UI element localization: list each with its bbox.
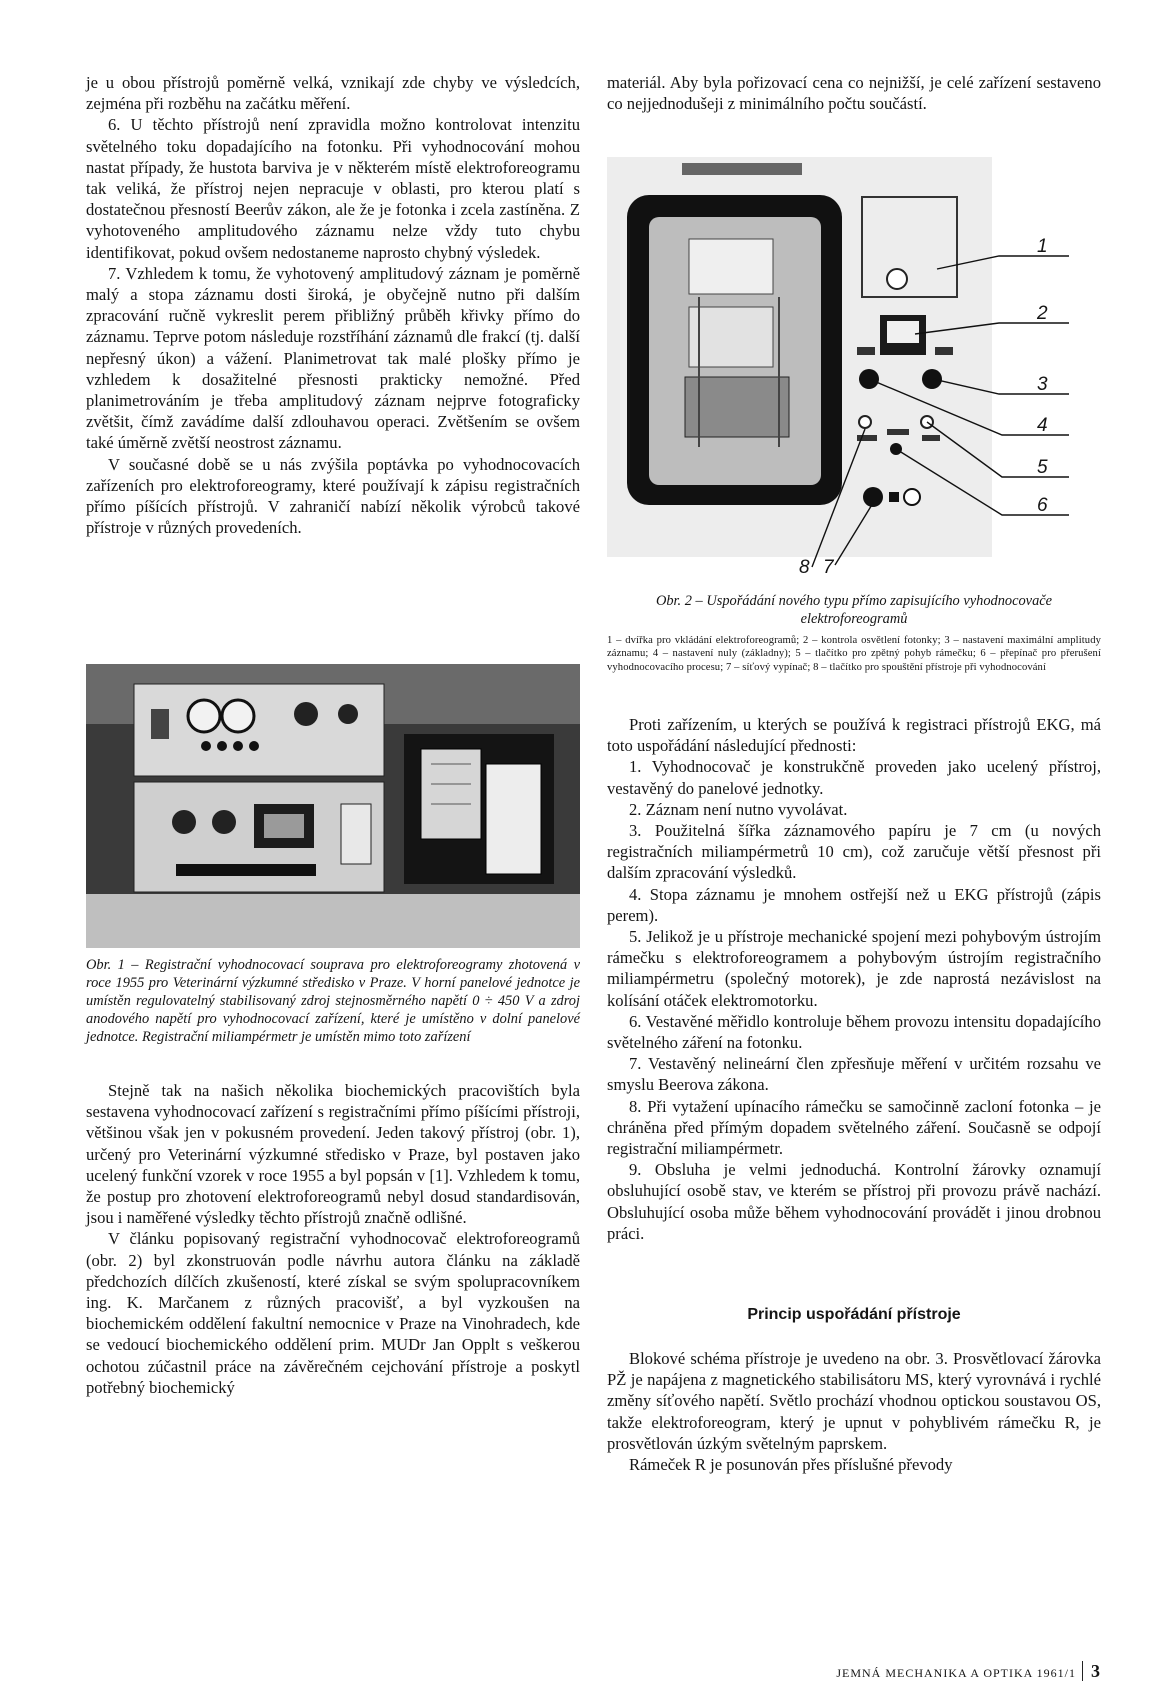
left-column-bottom (86, 1080, 580, 1398)
paragraph: 7. Vzhledem k tomu, že vyhotovený amplitudový záznam je poměrně malý a stopa záznamu dosti široká, je obyčejně nutno při dalším zpracování ručně vykreslit perem přibližný průběh křivky přímo do záznamu. Teprve potom následuje rozstříhání záznamů dle frakcí (tj. další nepřesný úkon) a vážení. Planimetrovat tak malé plošky přímo je vzhledem k dosažitelné přesnosti prakticky nemožné. Před planimetrováním je třeba amplitudový záznam nejprve fotograficky zvětšit, čímž zavádíme další zdlouhavou operaci. Zvětšením se ovšem také úměrně zvětší neostrost záznamu. (86, 263, 580, 453)
list-item: 6. Vestavěné měřidlo kontroluje během provozu intensitu dopadajícího světelného záření na fotonku. (607, 1011, 1101, 1053)
list-item: 1. Vyhodnocovač je konstrukčně proveden jako ucelený přístroj, vestavěný do panelové jednotky. (607, 757, 1101, 798)
list-item: 7. Vestavěný nelineární člen zpřesňuje měření v určitém rozsahu ve smyslu Beerova zákona. (607, 1054, 1101, 1095)
figure-2 (607, 157, 1101, 588)
callout-label: 1 (1037, 236, 1048, 257)
paragraph: V současné době se u nás zvýšila poptávka po vyhodnocovacích zařízeních pro elektroforeogramy, které používají k zápisu registračních přímo píšících přístrojů. V zahraničí nabízí několik výrobců takové přístroje v různých provedeních. (86, 454, 580, 538)
list-item: 2. Záznam není nutno vyvolávat. (629, 799, 848, 819)
paragraph: materiál. Aby byla pořizovací cena co nejnižší, je celé zařízení sestaveno co nejjednodušeji z minimálního počtu součástí. (607, 73, 1101, 114)
figure-2-photo (607, 157, 1101, 588)
callout-label: 6 (1037, 495, 1048, 516)
journal-name: JEMNÁ MECHANIKA A OPTIKA 1961/1 (836, 1666, 1076, 1680)
figure-1-photo (86, 664, 580, 948)
figure-2-legend: 1 – dvířka pro vkládání elektroforeogramů; 2 – kontrola osvětlení fotonky; 3 – nastavení maximální amplitudy záznamu; 4 – nastavení nuly (základny); 5 – tlačítko pro zpětný pohyb rámečku; 6 – přepínač pro přerušení vyhodnocovacího procesu; 7 – síťový vypínač; 8 – tlačítko pro spouštění přístroje při vyhodnocování (607, 635, 1101, 673)
paragraph: je u obou přístrojů poměrně velká, vznikají zde chyby ve výsledcích, zejména při rozběhu na začátku měření. (86, 73, 580, 114)
right-column-bottom (607, 1348, 1101, 1475)
callout-label: 8 (799, 557, 810, 578)
callout-label: 2 (1037, 303, 1048, 324)
page-footer (836, 1661, 1101, 1682)
paragraph: 6. U těchto přístrojů není zpravidla možno kontrolovat intenzitu světelného toku dopadajícího na fotonku. Při vyhodnocování mohou nastat případy, že hustota barviva je v některém místě elektroforeogramu tak veliká, že přístroj nejen nepracuje v oblasti, pro kterou platí s dostatečnou přesností Beerův zákon, ale že je fotonka i zcela zastíněna. Z vyhotoveného amplitudového záznamu nelze vždy tuto chybu identifikovat, pokud ovšem nedostaneme naprosto chybný výsledek. (86, 115, 580, 262)
list-item: 9. Obsluha je velmi jednoduchá. Kontrolní žárovky oznamují obsluhující osobě stav, ve kterém se přístroj při provozu právě nachází. Obsluhující osoba může během vyhodnocování provádět i jinou drobnou práci. (607, 1160, 1101, 1243)
list-item: 5. Jelikož je u přístroje mechanické spojení mezi pohybovým ústrojím rámečku s elektroforeogramem a pohybovým ústrojím registračního miliampérmetru (společný motorek), je zde naprostá nezávislost na kolísání otáček elektromotorku. (607, 927, 1101, 1010)
callout-label: 5 (1037, 457, 1048, 478)
callout-label: 7 (823, 557, 834, 578)
page-number: 3 (1082, 1661, 1101, 1681)
left-column-top (86, 72, 580, 538)
paragraph: Blokové schéma přístroje je uvedeno na obr. 3. Prosvětlovací žárovka PŽ je napájena z magnetického stabilisátoru MS, který vyrovnává i rychlé změny síťového napětí. Světlo prochází vhodnou optickou soustavou OS, takže elektroforeogram, který je upnut v pohyblivém rámečku R, je prosvětlován úzkým světelným paprskem. (607, 1349, 1101, 1453)
figure-1-caption: Obr. 1 – Registrační vyhodnocovací souprava pro elektroforeogramy zhotovená v roce 1955 pro Veterinární výzkumné středisko v Praze. V horní panelové jednotce je umístěn regulovatelný stabilisovaný zdroj stejnosměrného napětí 0 ÷ 450 V a zdroj anodového napětí pro vyhodnocovací zařízení, které je umístěno v dolní panelové jednotce. Registrační miliampérmetr je umístěn mimo toto zařízení (86, 957, 580, 1045)
paragraph: V článku popisovaný registrační vyhodnocovač elektroforeogramů (obr. 2) byl zkonstruován podle návrhu autora článku na základě předchozích dílčích zkušeností, které získal se svým spolupracovníkem ing. K. Marčanem z různých pracovišť, a byl vyzkoušen na biochemickém oddělení fakultní nemocnice v Praze na Vinohradech, kde se vedoucí biochemického oddělení prim. MUDr Jan Opplt s veškerou ochotou zúčastnil práce na závěrečném cejchování přístroje a poskytl potřebný biochemický (86, 1229, 580, 1397)
callout-label: 3 (1037, 374, 1048, 395)
figure-2-caption: Obr. 2 – Uspořádání nového typu přímo zapisujícího vyhodnocovače elektroforeogramů (655, 593, 1053, 627)
right-column-top (607, 72, 1101, 114)
paragraph: Stejně tak na našich několika biochemických pracovištích byla sestavena vyhodnocovací zařízení s registračními přímo píšícími přístroji, většinou však jen v pokusném provedení. Jeden takový přístroj (obr. 1), určený pro Veterinární výzkumné středisko v Praze, byl postaven jako ucelený funkční vzorek v roce 1955 a byl popsán v [1]. Vzhledem k tomu, že postup pro zhotovení elektroforeogramů nebyl dosud standardisován, jsou i naměřené výsledky těchto přístrojů značně odlišné. (86, 1081, 580, 1228)
section-heading: Princip uspořádání přístroje (747, 1306, 961, 1323)
list-item: 3. Použitelná šířka záznamového papíru je 7 cm (u nových registračních miliampérmetrů 10 cm), což zaručuje větší přesnost při dalším zpracování výsledků. (607, 821, 1101, 883)
paragraph: Proti zařízením, u kterých se používá k registraci přístrojů EKG, má toto uspořádání následující přednosti: (607, 715, 1101, 756)
right-column-main (607, 714, 1101, 1244)
paragraph: Rámeček R je posunován přes příslušné převody (629, 1455, 953, 1475)
list-item: 4. Stopa záznamu je mnohem ostřejší než u EKG přístrojů (zápis perem). (607, 884, 1101, 925)
callout-label: 4 (1037, 415, 1048, 436)
list-item: 8. Při vytažení upínacího rámečku se samočinně zacloní fotonka – je chráněna před přímým dopadem světelného záření. Současně se odpojí registrační miliampérmetr. (607, 1096, 1101, 1159)
